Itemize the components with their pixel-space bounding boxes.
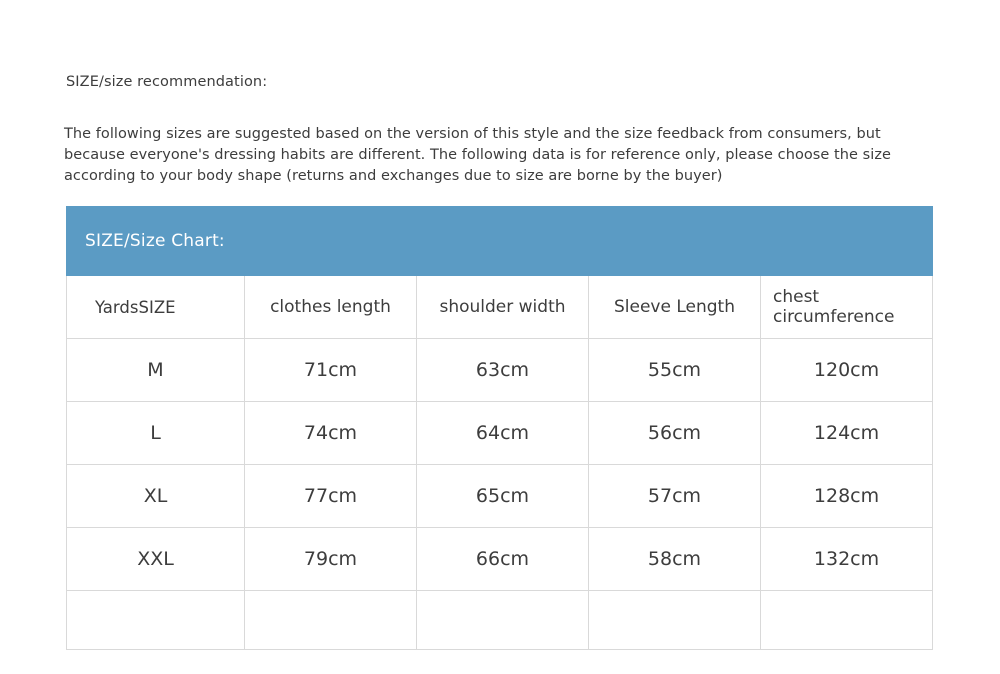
size-chart-banner: SIZE/Size Chart: [67, 207, 933, 276]
column-header-shoulder-width: shoulder width [417, 276, 589, 339]
cell-clothes-length: 71cm [245, 339, 417, 402]
column-header-yards-size: YardsSIZE [67, 276, 245, 339]
cell-size: XXL [67, 528, 245, 591]
table-banner-row [67, 207, 933, 276]
table-row [67, 465, 933, 528]
cell-sleeve-length: 56cm [589, 402, 761, 465]
cell-sleeve-length [589, 591, 761, 650]
cell-size: L [67, 402, 245, 465]
page-title: SIZE/size recommendation: [66, 74, 268, 90]
cell-size: M [67, 339, 245, 402]
cell-shoulder-width: 64cm [417, 402, 589, 465]
column-header-clothes-length: clothes length [245, 276, 417, 339]
cell-clothes-length: 77cm [245, 465, 417, 528]
table-header-row [67, 276, 933, 339]
intro-paragraph: The following sizes are suggested based on the version of this style and the size feedback from consumers, but because everyone's dressing habits are different. The following data is for reference only, please choose the size according to your body shape (returns and exchanges due to size are borne by the buyer) [64, 126, 891, 185]
table-row [67, 591, 933, 650]
cell-size: XL [67, 465, 245, 528]
cell-shoulder-width: 63cm [417, 339, 589, 402]
cell-clothes-length: 74cm [245, 402, 417, 465]
cell-chest-circumference [761, 591, 933, 650]
cell-chest-circumference: 124cm [761, 402, 933, 465]
cell-sleeve-length: 55cm [589, 339, 761, 402]
cell-clothes-length: 79cm [245, 528, 417, 591]
cell-chest-circumference: 132cm [761, 528, 933, 591]
cell-shoulder-width: 65cm [417, 465, 589, 528]
column-header-sleeve-length: Sleeve Length [589, 276, 761, 339]
table-row [67, 402, 933, 465]
column-header-chest-circumference: chest circumference [761, 276, 933, 339]
size-table-container [66, 206, 932, 650]
cell-size [67, 591, 245, 650]
cell-sleeve-length: 57cm [589, 465, 761, 528]
cell-clothes-length [245, 591, 417, 650]
table-row [67, 339, 933, 402]
cell-shoulder-width [417, 591, 589, 650]
table-row [67, 528, 933, 591]
cell-chest-circumference: 128cm [761, 465, 933, 528]
cell-sleeve-length: 58cm [589, 528, 761, 591]
cell-shoulder-width: 66cm [417, 528, 589, 591]
size-table [66, 206, 933, 650]
cell-chest-circumference: 120cm [761, 339, 933, 402]
